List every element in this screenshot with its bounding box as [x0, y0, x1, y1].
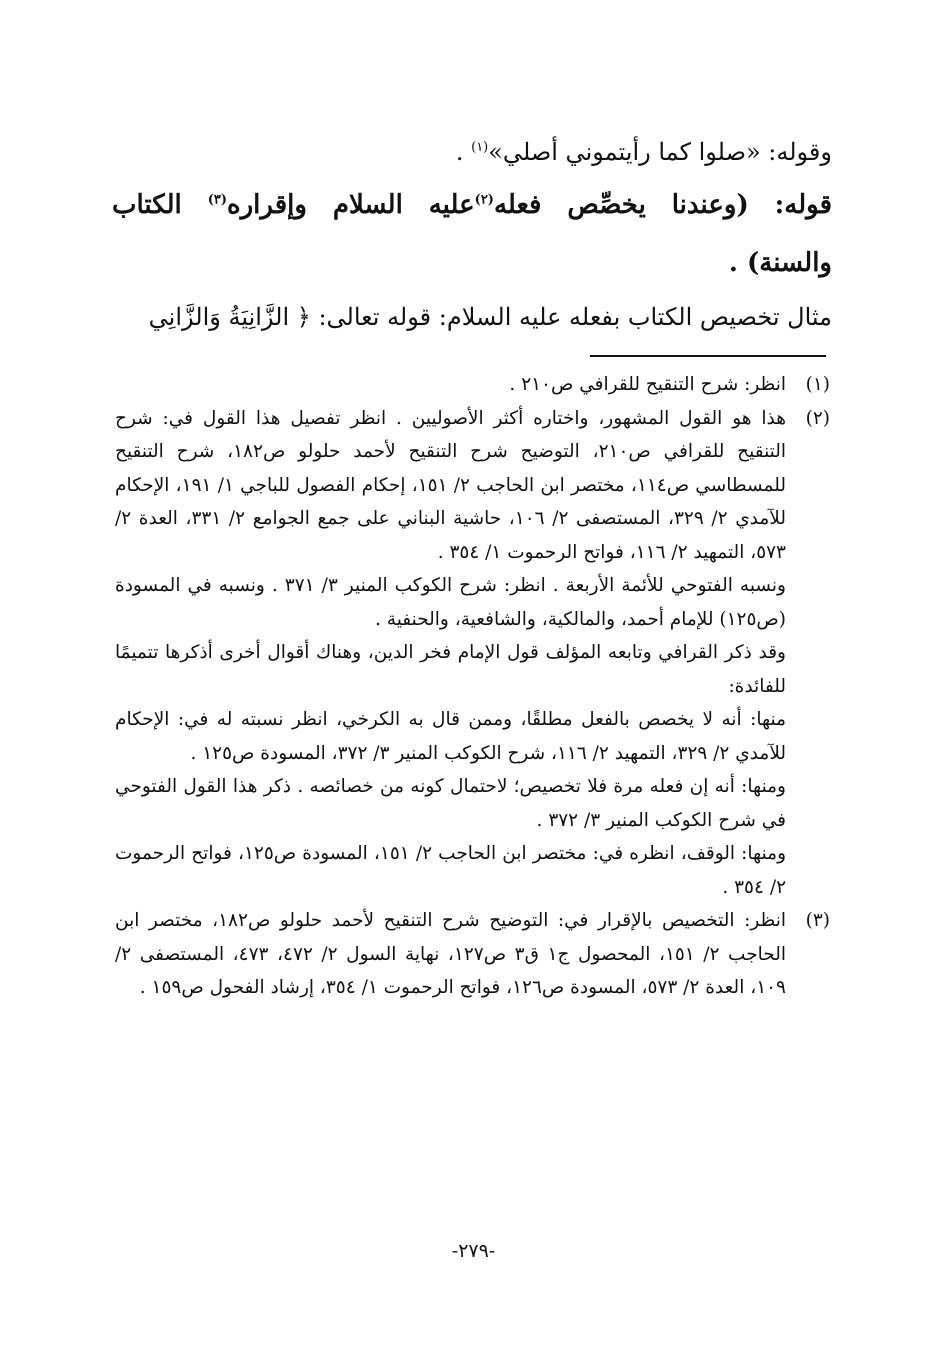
footnote-paragraph: منها: أنه لا يخصص بالفعل مطلقًا، وممن قال به الكرخي، انظر نسبته له في: الإحكام للآمدي ٢/ ٣٢٩، التمهيد ٢/ ١١٦، شرح الكوكب المنير ٣/ ٣٧٢، المسودة ص١٢٥ . [115, 709, 786, 764]
matn-text-b: عليه السلام وإقراره [226, 190, 475, 220]
footnote-paragraph: ومنها: الوقف، انظره في: مختصر ابن الحاجب ٢/ ١٥١، المسودة ص١٢٥، فواتح الرحموت ٢/ ٣٥٤ . [115, 843, 786, 898]
footnote-number: (١) [805, 374, 830, 395]
matn-text-a: قوله: (وعندنا يخصِّص فعله [493, 190, 833, 220]
line1-end: . [455, 138, 472, 166]
example-text: مثال تخصيص الكتاب بفعله عليه السلام: قوله تعالى: ﴿ الزَّانِيَةُ وَالزَّانِي [148, 303, 832, 331]
footnote-ref-2[interactable]: (٢) [474, 192, 494, 208]
footnote-paragraph: وقد ذكر القرافي وتابعه المؤلف قول الإمام فخر الدين، وهناك أقوال أخرى أذكرها تتميمًا للفائدة: [115, 642, 786, 697]
matn-text-c: الكتاب [112, 190, 208, 220]
footnote-paragraph: ومنها: أنه إن فعله مرة فلا تخصيص؛ لاحتمال كونه من خصائصه . ذكر هذا القول الفتوحي في شرح الكوكب المنير ٣/ ٣٧٢ . [115, 776, 786, 831]
main-line-1 [456, 138, 832, 166]
footnote-number: (٣) [805, 910, 830, 931]
page-number: -٢٧٩- [451, 1240, 496, 1262]
hadith-quote: وقوله: «صلوا كما رأيتموني أصلي» [488, 138, 832, 166]
main-line-3 [729, 248, 832, 278]
footnote-separator [590, 355, 826, 357]
matn-text-d: والسنة) . [728, 248, 832, 278]
footnote-paragraph: هذا هو القول المشهور، واختاره أكثر الأصوليين . انظر تفصيل هذا القول في: شرح التنقيح للقرافي ص٢١٠، التوضيح شرح التنقيح لأحمد حلولو ص١٨٢، شرح التنقيح للمسطاسي ص١١٤، مختصر ابن الحاجب ٢/ ١٥١، إحكام الفصول للباجي ١/ ١٩١، الإحكام للآمدي ٢/ ٣٢٩، المستصفى ٢/ ١٠٦، حاشية البناني على جمع الجوامع ٢/ ٣٣١، العدة ٢/ ٥٧٣، التمهيد ٢/ ١١٦، فواتح الرحموت ١/ ٣٥٤ . [115, 407, 787, 563]
footnote-2 [115, 402, 830, 905]
main-line-2 [112, 190, 832, 220]
footnote-ref-1[interactable]: (١) [471, 140, 489, 155]
footnote-ref-3[interactable]: (٣) [207, 192, 227, 208]
main-line-4 [149, 303, 832, 331]
footnote-paragraph: انظر: التخصيص بالإقرار في: التوضيح شرح التنقيح لأحمد حلولو ص١٨٢، مختصر ابن الحاجب ٢/ ١٥١، المحصول ج١ ق٣ ص١٢٧، نهاية السول ٢/ ٤٧٢، ٤٧٣، المستصفى ٢/ ١٠٩، العدة ٢/ ٥٧٣، المسودة ص١٢٦، فواتح الرحموت ١/ ٣٥٤، إرشاد الفحول ص١٥٩ . [115, 910, 787, 998]
footnote-3 [115, 904, 830, 1005]
footnotes [115, 368, 830, 1005]
footnote-number: (٢) [805, 407, 830, 429]
footnote-paragraph: انظر: شرح التنقيح للقرافي ص٢١٠ . [509, 374, 786, 395]
footnote-1 [115, 368, 830, 402]
footnote-paragraph: ونسبه الفتوحي للأئمة الأربعة . انظر: شرح الكوكب المنير ٣/ ٣٧١ . ونسبه في المسودة (ص١٢٥) للإمام أحمد، والمالكية، والشافعية، والحنفية . [115, 575, 786, 630]
